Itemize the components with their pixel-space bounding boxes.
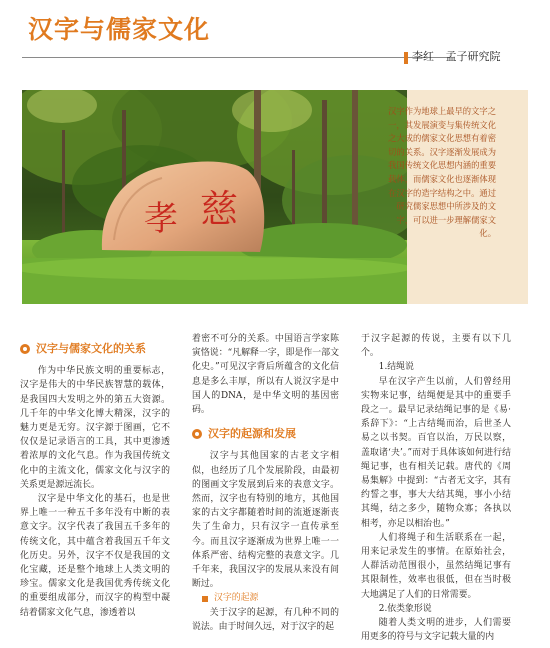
byline-marker (404, 52, 408, 64)
section-heading-text: 汉字与儒家文化的关系 (36, 342, 146, 355)
paragraph: 汉字与其他国家的古老文字相似，也经历了几个发展阶段，由最初的图画文字发展到后来的表意文字。然而，汉字也有特别的地方，其他国家的古文字都随着时间的流逝逐渐丧失了生命力，只有汉字一直传承至今。而且汉字逐渐成为世界上唯一一体系严密、结构完整的表意文字。几千年来，我国汉字的发展从来没有间断过。 (192, 451, 339, 590)
paragraph: 于汉字起源的传说，主要有以下几个。 (361, 334, 511, 359)
subsection-heading (202, 591, 339, 605)
paragraph: 早在汉字产生以前，人们曾经用实物来记事，结绳便是其中的重要手段之一。最早记录结绳记事的是《易·系辞下》：“上古结绳而治，后世圣人易之以书契。百官以治，万民以察，盖取诸‘夬’。”而对于具体该如何进行结绳记事，也有相关记载。唐代的《周易集解》中提到：“古者无文字，其有约誓之事，事大大结其绳，事小小结其绳，结之多少，随物众寡；各执以相考，亦足以相治也。” (361, 376, 511, 529)
numbered-heading: 1.结绳说 (378, 362, 414, 373)
section-bullet-icon (192, 429, 202, 439)
square-bullet-icon (202, 596, 208, 602)
paragraph: 着密不可分的关系。中国语言学家陈寅恪说：“凡解释一字，即是作一部文化史。”可见汉字背后所蕴含的文化信息是多么丰厚，所以有人说汉字是中国人的DNA，是中华文明的基因密码。 (192, 334, 339, 416)
article-title: 汉字与儒家文化 (28, 15, 211, 44)
author-name: 李红 (412, 50, 434, 63)
numbered-heading: 2.依类象形说 (378, 603, 432, 614)
intro-text: 汉字作为地球上最早的文字之一，其发展演变与集传统文化之大成的儒家文化思想有着密切的关系。汉字逐渐发展成为我国传统文化思想内涵的重要载体，而儒家文化也逐渐体现在汉字的造字结构之中。通过研究儒家思想中所涉及的文字，可以进一步理解儒家文化。 (388, 106, 496, 239)
paragraph: 汉字是中华文化的基石，也是世界上唯一一种五千多年没有中断的表意文字。汉字代表了我国五千多年的传统文化，其中蕴含着我国五千年文化历史。另外，汉字不仅是我国的文化宝藏，还是整个地球上人类文明的珍宝。儒家文化是我国优秀传统文化的重要组成部分，而汉字的构型中凝结着儒家文化气息，渗透着以 (20, 494, 170, 618)
seal-char-xiao: 孝 (144, 199, 178, 239)
section-heading (20, 342, 170, 356)
seal-char-ci: 慈 (200, 187, 239, 231)
paragraph: 人们将绳子和生活联系在一起，用来记录发生的事情。在原始社会，人群活动范围很小，虽然结绳记事有其限制性，效率也很低，但在当时极大地满足了人们的日常需要。 (361, 532, 511, 600)
author-affiliation: 孟子研究院 (445, 50, 501, 63)
paragraph: 随着人类文明的进步，人们需要用更多的符号与文字记载大量的内 (361, 618, 511, 643)
column-1 (20, 342, 170, 620)
section-bullet-icon (20, 344, 30, 354)
section-heading-text: 汉字的起源和发展 (208, 427, 296, 441)
stone-monument-photo (22, 90, 407, 304)
subsection-heading-text: 汉字的起源 (214, 593, 259, 604)
byline-rule (22, 57, 450, 58)
paragraph: 作为中华民族文明的重要标志，汉字是伟大的中华民族智慧的载体，是我国四大发明之外的第五大资源。几千年的中华文化博大精深，汉字的魅力更是无穷。汉字源于图画，它不仅仅是记录语言的工具，其中更渗透着浓厚的文化气息。作为我国传统文化中的主流文化，儒家文化与汉字的关系更是源远流长。 (20, 366, 170, 490)
byline (412, 48, 509, 64)
paragraph: 关于汉字的起源，有几种不同的说法。由于时间久远，对于汉字的起 (192, 607, 339, 632)
column-3 (361, 332, 511, 644)
section-heading (192, 427, 339, 441)
column-2 (192, 332, 339, 634)
